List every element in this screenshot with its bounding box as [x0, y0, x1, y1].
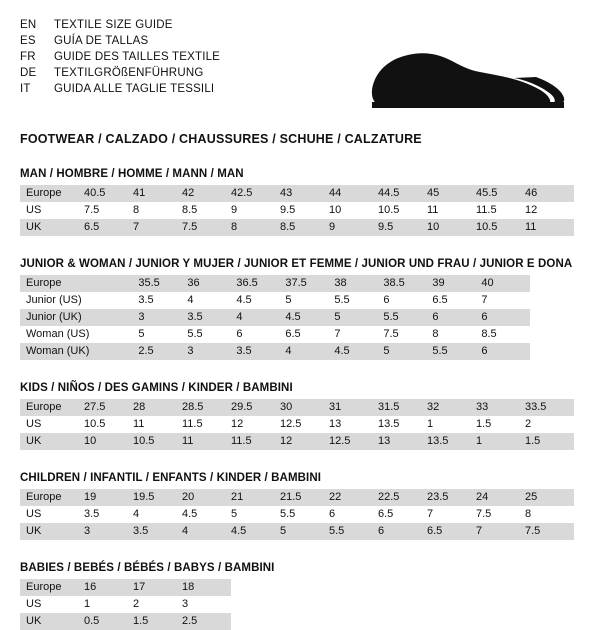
cell: 3 — [84, 523, 133, 540]
cell: 8.5 — [280, 219, 329, 236]
table-row — [20, 275, 530, 292]
cell: 29.5 — [231, 399, 280, 416]
cell: 8 — [525, 508, 532, 520]
size-table-children — [20, 489, 574, 540]
cell: 12.5 — [280, 418, 302, 430]
cell: 8 — [231, 219, 280, 236]
group-junior-woman — [20, 258, 580, 360]
row-label: Woman (UK) — [20, 343, 89, 360]
cell: 43 — [280, 185, 329, 202]
cell: 8.5 — [481, 328, 497, 340]
cell: 4.5 — [334, 343, 383, 360]
cell: 1.5 — [476, 418, 492, 430]
cell: 1 — [84, 598, 91, 610]
group-title: CHILDREN / INFANTIL / ENFANTS / KINDER / BAMBINI — [20, 472, 322, 484]
cell: 3 — [138, 309, 187, 326]
cell: 5 — [231, 508, 238, 520]
row-label: UK — [20, 523, 84, 540]
cell: 40 — [481, 275, 530, 292]
cell: 3.5 — [138, 294, 154, 306]
cell: 16 — [84, 579, 133, 596]
cell: 5 — [280, 523, 329, 540]
language-row — [20, 82, 220, 97]
cell: 5 — [383, 343, 432, 360]
cell: 41 — [133, 185, 182, 202]
cell: 6 — [481, 309, 530, 326]
cell: 36.5 — [236, 275, 285, 292]
cell: 4.5 — [285, 309, 334, 326]
row-label: Europe — [20, 399, 84, 416]
cell: 7.5 — [182, 219, 231, 236]
cell: 10.5 — [378, 204, 400, 216]
cell: 3.5 — [133, 523, 182, 540]
cell: 6 — [329, 508, 336, 520]
table-row — [20, 506, 574, 523]
cell: 12 — [280, 433, 329, 450]
cell: 1 — [476, 433, 525, 450]
cell: 25 — [525, 489, 574, 506]
cell: 4.5 — [236, 294, 252, 306]
cell: 5.5 — [280, 508, 296, 520]
language-row — [20, 34, 220, 49]
cell: 10 — [427, 219, 476, 236]
cell: 23.5 — [427, 489, 476, 506]
cell: 21 — [231, 489, 280, 506]
cell: 13 — [378, 433, 427, 450]
cell: 6 — [383, 294, 390, 306]
table-row — [20, 433, 574, 450]
cell: 44.5 — [378, 185, 427, 202]
cell: 11.5 — [182, 418, 203, 430]
row-label: US — [26, 598, 42, 610]
cell: 20 — [182, 489, 231, 506]
cell: 19.5 — [133, 489, 182, 506]
cell: 28 — [133, 399, 182, 416]
row-label: Europe — [20, 489, 84, 506]
cell: 7 — [427, 508, 434, 520]
table-row — [20, 613, 231, 630]
cell: 3.5 — [187, 309, 236, 326]
cell: 11 — [525, 219, 574, 236]
cell: 4 — [182, 523, 231, 540]
cell: 5 — [334, 309, 383, 326]
table-row — [20, 309, 530, 326]
cell: 7 — [481, 294, 488, 306]
language-row — [20, 66, 220, 81]
cell: 7 — [476, 523, 525, 540]
language-title: GUIDE DES TAILLES TEXTILE — [54, 51, 221, 63]
cell: 0.5 — [84, 613, 133, 630]
cell: 9 — [231, 204, 238, 216]
table-row — [20, 579, 231, 596]
page-header — [20, 16, 580, 114]
cell: 6 — [378, 523, 427, 540]
cell: 4 — [236, 309, 285, 326]
group-babies — [20, 562, 580, 630]
size-table-man — [20, 185, 574, 236]
cell: 12.5 — [329, 433, 378, 450]
cell: 33.5 — [525, 399, 574, 416]
cell: 32 — [427, 399, 476, 416]
size-table-babies — [20, 579, 231, 630]
cell: 39 — [432, 275, 481, 292]
cell: 33 — [476, 399, 525, 416]
cell: 11 — [427, 204, 439, 216]
cell: 10 — [84, 433, 133, 450]
cell: 45 — [427, 185, 476, 202]
cell: 8.5 — [182, 204, 198, 216]
cell: 45.5 — [476, 185, 525, 202]
cell: 10.5 — [133, 433, 182, 450]
cell: 2.5 — [182, 613, 231, 630]
section-title: FOOTWEAR / CALZADO / CHAUSSURES / SCHUHE / CALZATURE — [20, 132, 422, 146]
cell: 28.5 — [182, 399, 231, 416]
cell — [89, 309, 138, 326]
cell — [89, 326, 138, 343]
cell: 13.5 — [427, 433, 476, 450]
cell: 9.5 — [378, 219, 427, 236]
cell: 5 — [138, 328, 145, 340]
cell: 44 — [329, 185, 378, 202]
cell: 31.5 — [378, 399, 427, 416]
cell: 6.5 — [378, 508, 394, 520]
cell: 7 — [133, 219, 182, 236]
cell: 11.5 — [476, 204, 497, 216]
cell: 4 — [133, 508, 140, 520]
language-title: GUÍA DE TALLAS — [54, 35, 149, 47]
row-label: UK — [20, 433, 84, 450]
cell: 38.5 — [383, 275, 432, 292]
cell: 9 — [329, 219, 378, 236]
size-table-kids — [20, 399, 574, 450]
table-row — [20, 292, 530, 309]
cell: 3 — [182, 598, 189, 610]
row-label: Europe — [20, 185, 84, 202]
cell: 5.5 — [432, 343, 481, 360]
table-row — [20, 343, 530, 360]
language-code: DE — [20, 67, 37, 79]
cell: 21.5 — [280, 489, 329, 506]
cell: 6 — [481, 343, 530, 360]
language-code: IT — [20, 83, 31, 95]
table-row — [20, 523, 574, 540]
cell: 38 — [334, 275, 383, 292]
language-code: FR — [20, 51, 36, 63]
row-label: Woman (US) — [26, 328, 90, 340]
group-title: KIDS / NIÑOS / DES GAMINS / KINDER / BAMBINI — [20, 382, 293, 394]
cell: 5.5 — [334, 294, 350, 306]
cell — [89, 275, 138, 292]
cell: 11 — [182, 433, 231, 450]
cell: 6 — [432, 309, 481, 326]
cell: 4.5 — [182, 508, 198, 520]
language-title: GUIDA ALLE TAGLIE TESSILI — [54, 83, 215, 95]
cell: 3.5 — [84, 508, 100, 520]
row-label: Europe — [20, 579, 84, 596]
cell: 7.5 — [383, 328, 399, 340]
cell: 2.5 — [138, 343, 187, 360]
language-row — [20, 18, 220, 33]
cell: 12 — [231, 418, 244, 430]
cell: 22 — [329, 489, 378, 506]
group-title: BABIES / BEBÉS / BÉBÉS / BABYS / BAMBINI — [20, 562, 275, 574]
cell: 10.5 — [476, 219, 525, 236]
language-code: ES — [20, 35, 36, 47]
table-row — [20, 399, 574, 416]
cell: 5.5 — [329, 523, 378, 540]
language-title: TEXTILGRÖßENFÜHRUNG — [54, 67, 204, 79]
cell: 18 — [182, 579, 231, 596]
cell: 3.5 — [236, 343, 285, 360]
size-table-junior-woman — [20, 275, 530, 360]
language-list — [20, 16, 220, 97]
cell: 13 — [329, 418, 342, 430]
cell: 6.5 — [427, 523, 476, 540]
cell: 27.5 — [84, 399, 133, 416]
cell: 11.5 — [231, 433, 280, 450]
cell: 35.5 — [138, 275, 187, 292]
table-row — [20, 219, 574, 236]
cell: 5 — [285, 294, 292, 306]
cell: 46 — [525, 185, 574, 202]
cell: 2 — [133, 598, 140, 610]
cell: 24 — [476, 489, 525, 506]
cell: 4 — [285, 343, 334, 360]
row-label: US — [26, 418, 42, 430]
group-man — [20, 168, 580, 236]
group-title: JUNIOR & WOMAN / JUNIOR Y MUJER / JUNIOR ET FEMME / JUNIOR UND FRAU / JUNIOR E DONA — [20, 258, 573, 270]
cell: 42.5 — [231, 185, 280, 202]
table-row — [20, 489, 574, 506]
cell: 1 — [427, 418, 434, 430]
cell: 2 — [525, 418, 532, 430]
row-label: Europe — [20, 275, 89, 292]
table-row — [20, 596, 231, 613]
group-kids — [20, 382, 580, 450]
cell: 19 — [84, 489, 133, 506]
row-label: US — [26, 508, 42, 520]
dress-shoe-icon — [364, 34, 574, 114]
row-label: Junior (UK) — [20, 309, 89, 326]
cell: 1.5 — [133, 613, 182, 630]
cell: 5.5 — [187, 328, 203, 340]
language-title: TEXTILE SIZE GUIDE — [54, 19, 173, 31]
cell: 6.5 — [432, 294, 448, 306]
cell: 7.5 — [84, 204, 100, 216]
cell: 13.5 — [378, 418, 400, 430]
cell: 17 — [133, 579, 182, 596]
cell: 7.5 — [525, 523, 574, 540]
group-children — [20, 472, 580, 540]
cell: 10.5 — [84, 418, 106, 430]
cell: 8 — [133, 204, 140, 216]
cell: 42 — [182, 185, 231, 202]
cell: 6 — [236, 328, 243, 340]
cell: 7 — [334, 328, 341, 340]
row-label: US — [26, 204, 42, 216]
cell: 4.5 — [231, 523, 280, 540]
cell: 4 — [187, 294, 194, 306]
cell: 22.5 — [378, 489, 427, 506]
cell: 6.5 — [84, 219, 133, 236]
cell: 12 — [525, 204, 538, 216]
cell: 36 — [187, 275, 236, 292]
cell: 6.5 — [285, 328, 301, 340]
table-row — [20, 326, 530, 343]
cell: 9.5 — [280, 204, 296, 216]
row-label: Junior (US) — [26, 294, 82, 306]
cell: 30 — [280, 399, 329, 416]
cell: 7.5 — [476, 508, 492, 520]
row-label: UK — [20, 219, 84, 236]
language-code: EN — [20, 19, 37, 31]
cell: 8 — [432, 328, 439, 340]
group-title: MAN / HOMBRE / HOMME / MANN / MAN — [20, 168, 244, 180]
cell — [89, 343, 138, 360]
cell: 5.5 — [383, 309, 432, 326]
table-row — [20, 185, 574, 202]
cell: 11 — [133, 418, 145, 430]
row-label: UK — [20, 613, 84, 630]
cell: 40.5 — [84, 185, 133, 202]
cell: 10 — [329, 204, 342, 216]
language-row — [20, 50, 220, 65]
cell — [89, 292, 138, 309]
table-row — [20, 202, 574, 219]
cell: 1.5 — [525, 433, 574, 450]
cell: 37.5 — [285, 275, 334, 292]
cell: 3 — [187, 343, 236, 360]
table-row — [20, 416, 574, 433]
cell: 31 — [329, 399, 378, 416]
